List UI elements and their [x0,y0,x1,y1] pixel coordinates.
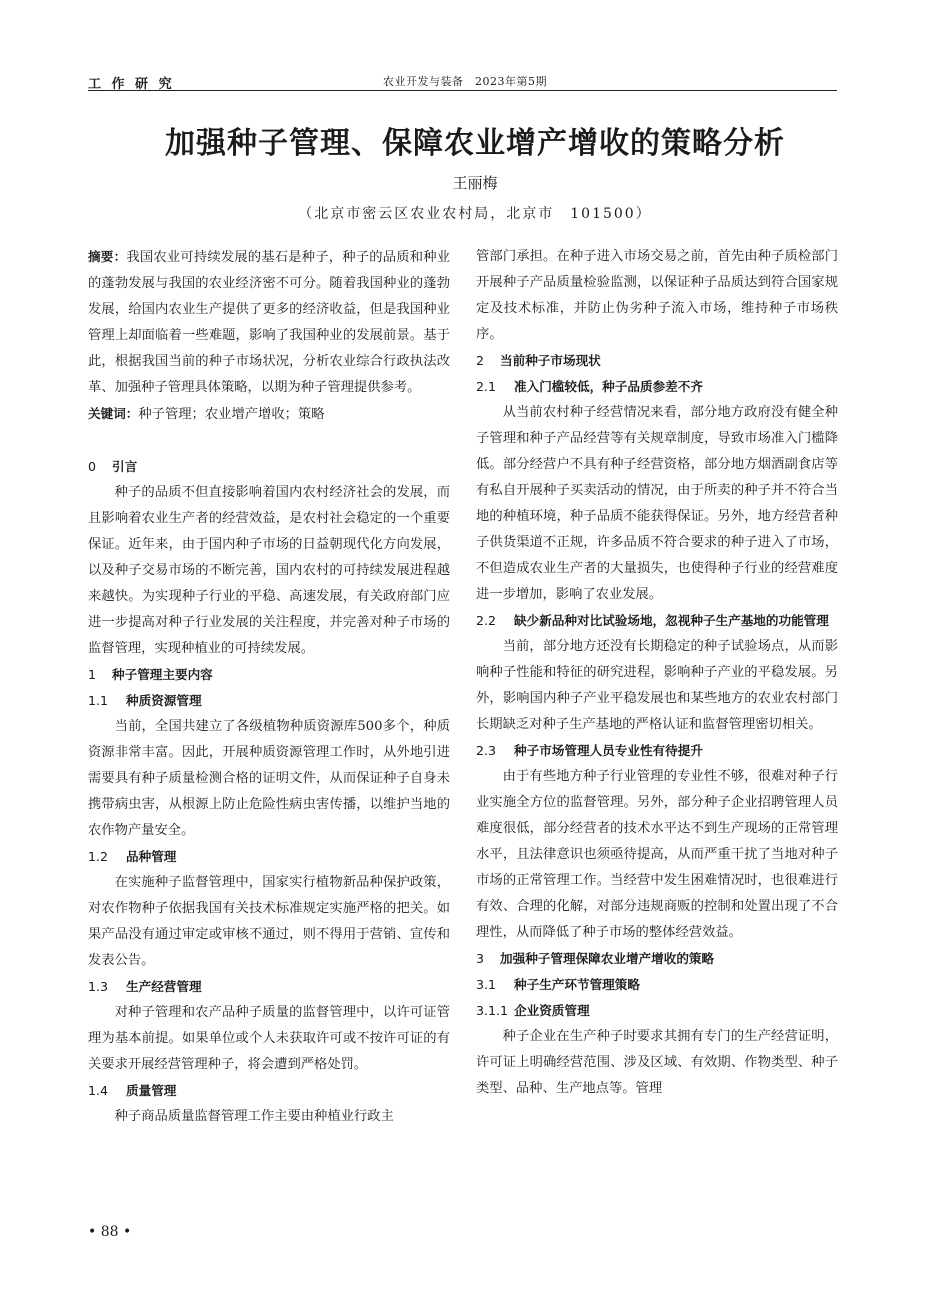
section-heading: 1 种子管理主要内容 [88,667,213,682]
subsection-heading: 1.2 品种管理 [88,849,177,864]
keywords-label: 关键词： [88,406,139,421]
subsection-heading: 3.1 种子生产环节管理策略 [476,977,640,992]
paragraph: 当前，部分地方还没有长期稳定的种子试验场点，从而影响种子性能和特征的研究进程，影响种子产业的平稳发展。另外，影响国内种子产业平稳发展也和某些地方的农业农村部门长期缺乏对种子生产基地的严格认证和监督管理密切相关。 [476,639,838,732]
section-heading: 2 当前种子市场现状 [476,353,601,368]
author-affiliation: （北京市密云区农业农村局，北京市 101500） [298,206,652,222]
section-label: 工 作 研 究 [88,77,175,92]
left-column [88,244,450,1130]
abstract-label: 摘要： [88,249,127,264]
header-divider [88,90,837,91]
paragraph: 从当前农村种子经营情况来看，部分地方政府没有健全种子管理和种子产品经营等有关规章制度，导致市场准入门槛降低。部分经营户不具有种子经营资格，部分地方烟酒副食店等有私自开展种子买卖活动的情况，由于所卖的种子并不符合当地的种植环境，种子品质不能获得保证。另外，地方经营者种子供货渠道不正规，许多品质不符合要求的种子进入了市场，不但造成农业生产者的大量损失，也使得种子行业的经营难度进一步增加，影响了农业发展。 [476,405,838,602]
paragraph: 在实施种子监督管理中，国家实行植物新品种保护政策，对农作物种子依据我国有关技术标准规定实施严格的把关。如果产品没有通过审定或审核不通过，则不得用于营销、宣传和发表公告。 [88,875,450,968]
paragraph: 种子的品质不但直接影响着国内农村经济社会的发展，而且影响着农业生产者的经营效益，是农村社会稳定的一个重要保证。近年来，由于国内种子市场的日益朝现代化方向发展，以及种子交易市场的不断完善，国内农村的可持续发展进程越来越快。为实现种子行业的平稳、高速发展，有关政府部门应进一步提高对种子行业发展的关注程度，并完善对种子市场的监督管理，实现种植业的可持续发展。 [88,485,450,656]
subsection-heading: 1.1 种质资源管理 [88,693,202,708]
paragraph: 由于有些地方种子行业管理的专业性不够，很难对种子行业实施全方位的监督管理。另外，部分种子企业招聘管理人员难度很低，部分经营者的技术水平达不到生产现场的正常管理水平，且法律意识也须亟待提高，从而严重干扰了当地对种子市场的正常管理工作。当经营中发生困难情况时，也很难进行有效、合理的化解，对部分违规商贩的控制和处置出现了不合理性，从而降低了种子市场的整体经营效益。 [476,769,838,940]
keywords [88,401,450,428]
journal-issue: 农业开发与装备 2023年第5期 [383,75,547,88]
paragraph: 管部门承担。在种子进入市场交易之前，首先由种子质检部门开展种子产品质量检验监测，以保证种子品质达到符合国家规定及技术标准，并防止伪劣种子流入市场，维持种子市场秩序。 [476,249,838,342]
subsection-heading: 2.1 准入门槛较低，种子品质参差不齐 [476,379,703,394]
subsection-heading: 1.3 生产经营管理 [88,979,202,994]
page-number: • 88 • [88,1224,132,1240]
spacer [88,428,450,454]
abstract [88,244,450,401]
subsection-heading: 2.3 种子市场管理人员专业性有待提升 [476,743,703,758]
section-heading: 3 加强种子管理保障农业增产增收的策略 [476,951,715,966]
paragraph: 对种子管理和农产品种子质量的监督管理中，以许可证管理为基本前提。如果单位或个人未获取许可或不按许可证的有关要求开展经营管理种子，将会遭到严格处罚。 [88,1005,450,1072]
paragraph: 种子商品质量监督管理工作主要由种植业行政主 [114,1109,394,1124]
section-heading: 0 引言 [88,459,138,474]
article-title: 加强种子管理、保障农业增产增收的策略分析 [165,126,785,161]
subsection-heading: 1.4 质量管理 [88,1083,177,1098]
paragraph: 种子企业在生产种子时要求其拥有专门的生产经营证明，许可证上明确经营范围、涉及区域、有效期、作物类型、种子类型、品种、生产地点等。管理 [476,1029,838,1096]
keywords-text: 种子管理；农业增产增收；策略 [138,407,325,422]
right-column [476,244,838,1102]
paragraph: 当前，全国共建立了各级植物种质资源库500多个，种质资源非常丰富。因此，开展种质资源管理工作时，从外地引进需要具有种子质量检测合格的证明文件，从而保证种子自身未携带病虫害，从根源上防止危险性病虫害传播，以维护当地的农作物产量安全。 [88,719,450,838]
abstract-text: 我国农业可持续发展的基石是种子，种子的品质和种业的蓬勃发展与我国的农业经济密不可分。随着我国种业的蓬勃发展，给国内农业生产提供了更多的经济收益，但是我国种业管理上却面临着一些难题，影响了我国种业的发展前景。基于此，根据我国当前的种子市场状况，分析农业综合行政执法改革、加强种子管理具体策略，以期为种子管理提供参考。 [88,250,451,395]
subsection-heading: 2.2 缺少新品种对比试验场地，忽视种子生产基地的功能管理 [476,613,829,628]
subsubsection-heading: 3.1.1 企业资质管理 [476,1003,590,1018]
author-name: 王丽梅 [452,174,498,192]
